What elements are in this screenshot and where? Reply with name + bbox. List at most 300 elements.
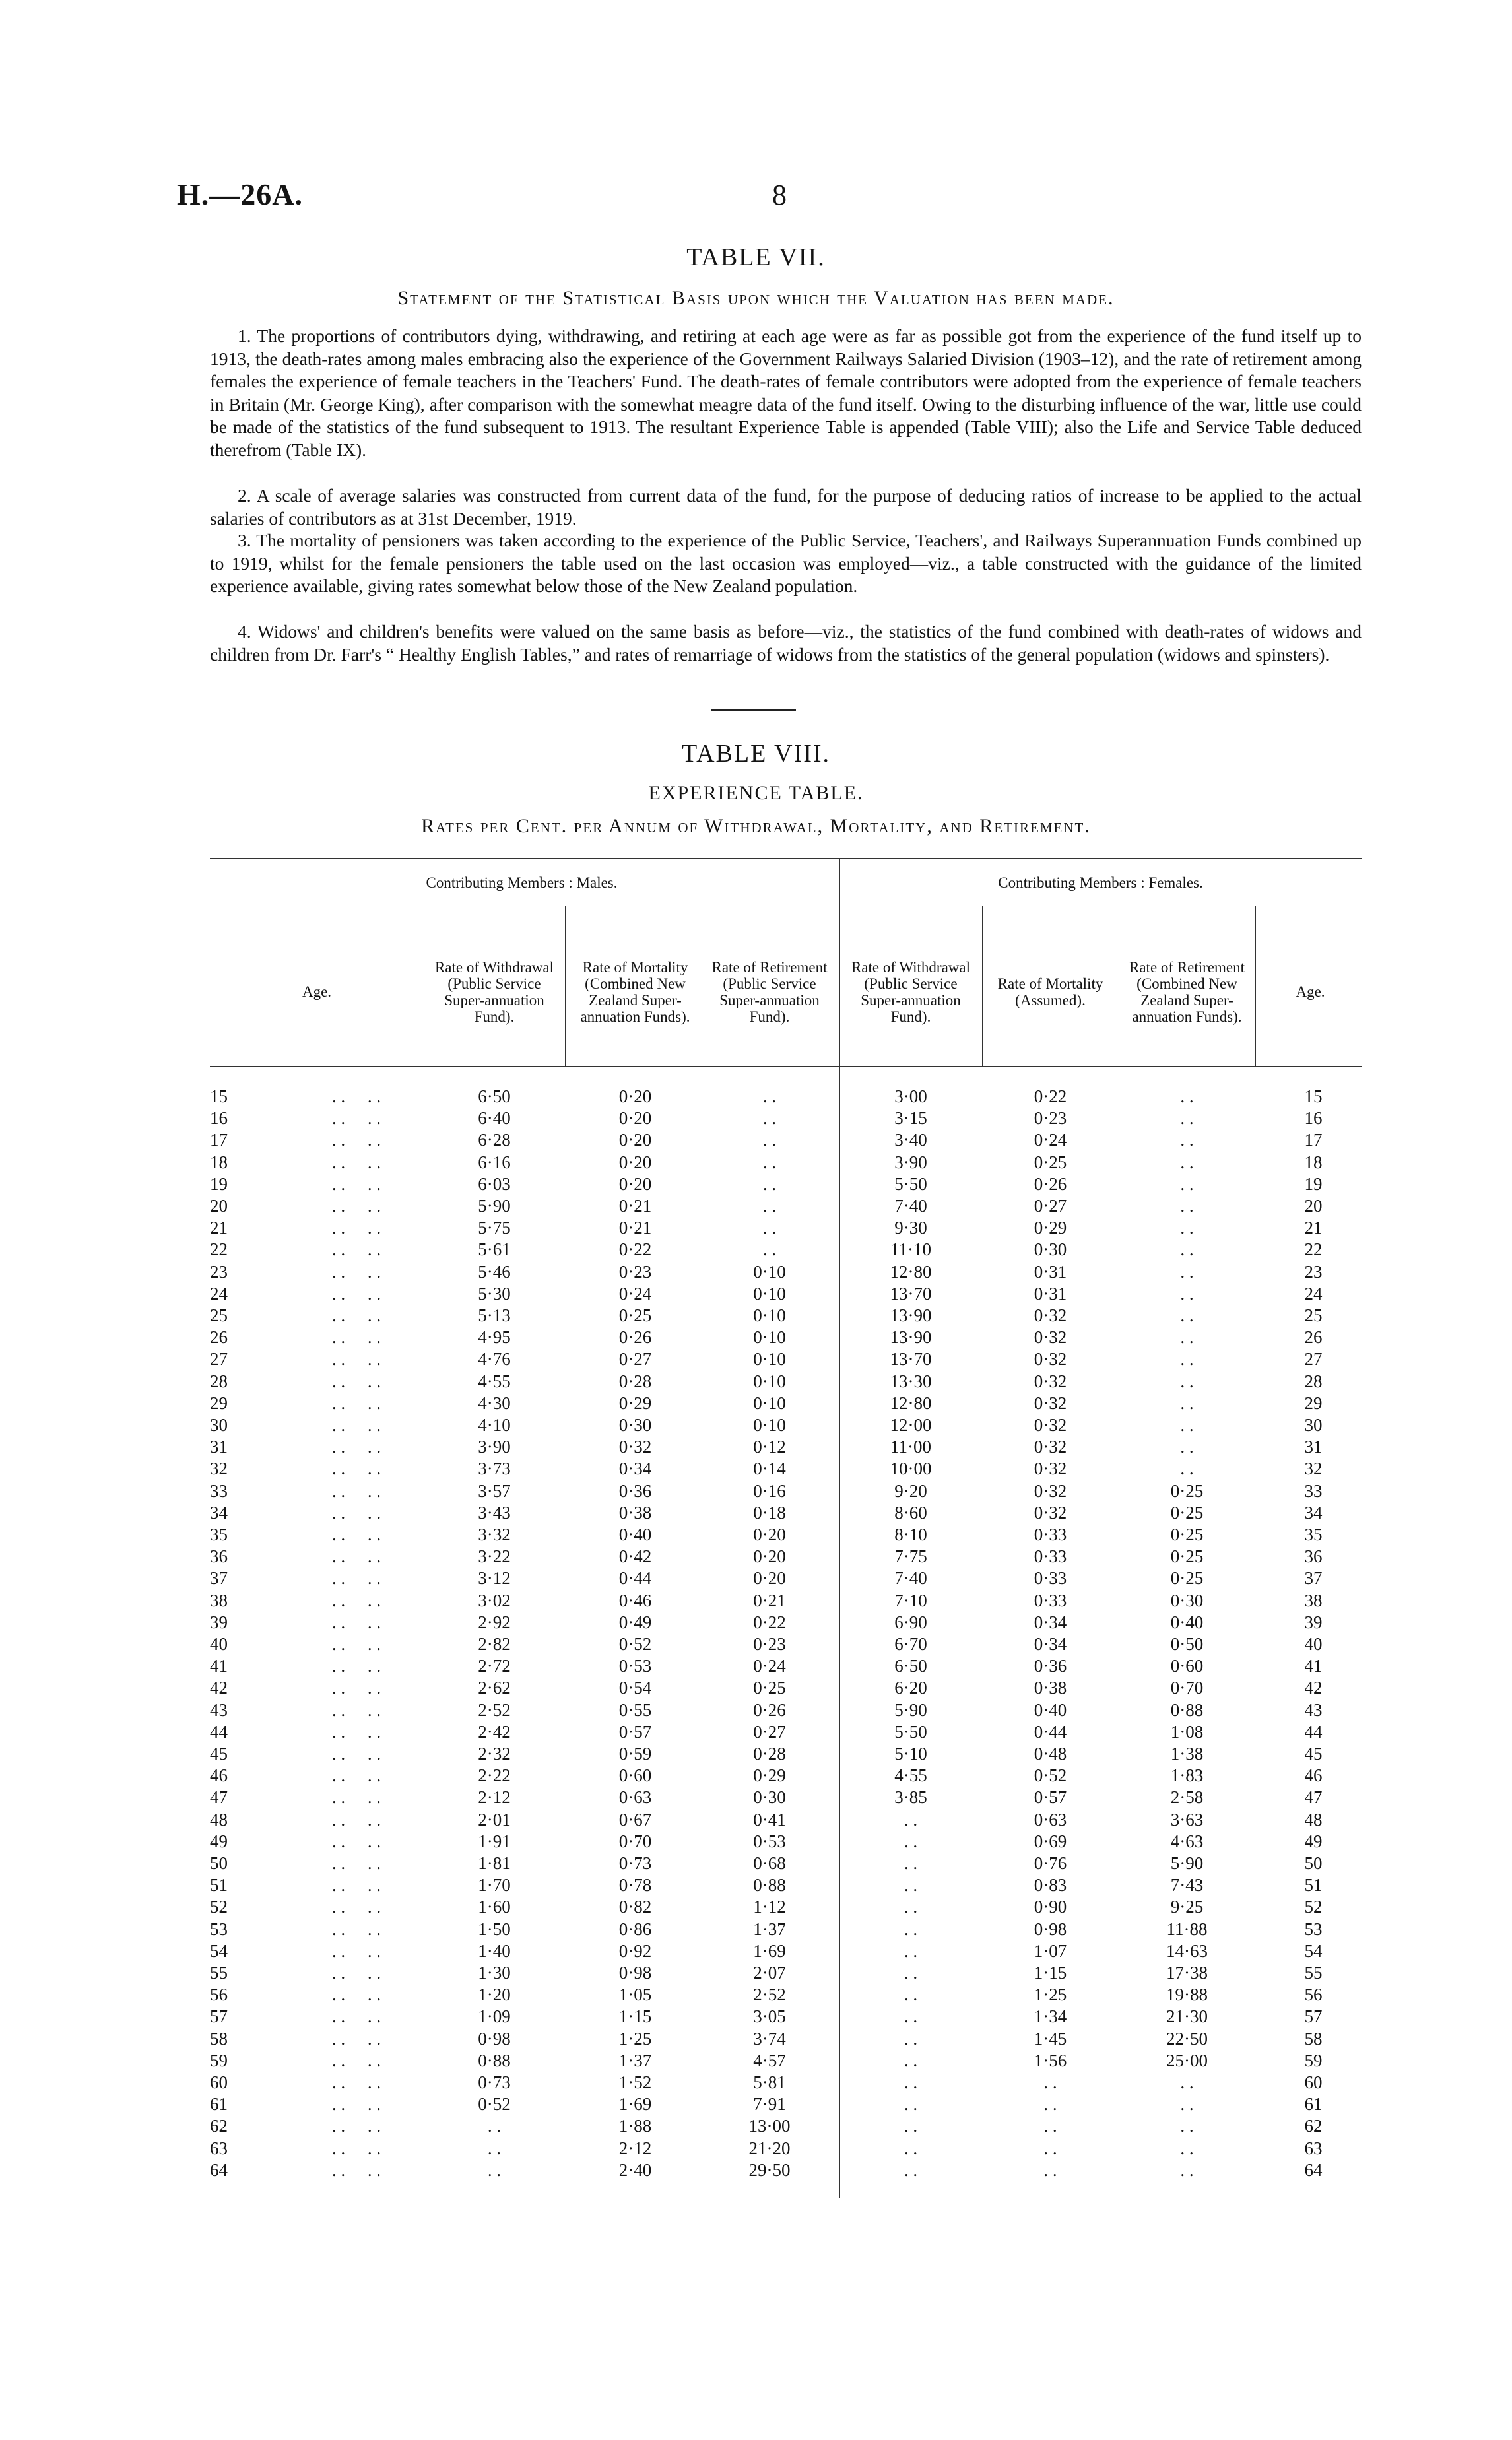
age-cell: 60 [210, 2072, 228, 2092]
table8-title: TABLE VIII. [681, 740, 831, 768]
female-withdrawal-cell: 3·15 [894, 1108, 927, 1129]
age-cell: 43 [210, 1699, 228, 1720]
male-mortality-cell: 0·21 [618, 1218, 652, 1238]
male-mortality-cell: 1·37 [618, 2050, 652, 2070]
dot-leader: . . . . [331, 1502, 381, 1523]
age-cell: 55 [210, 1963, 228, 1983]
male-retirement-cell: 0·10 [753, 1283, 786, 1303]
male-mortality-cell: 0·78 [618, 1875, 652, 1896]
female-retirement-cell: 0·25 [1170, 1546, 1204, 1567]
female-withdrawal-cell: 13·70 [890, 1349, 932, 1369]
age-right-cell: 42 [1304, 1678, 1323, 1698]
age-cell: 51 [210, 1875, 228, 1896]
male-retirement-cell: 0·24 [753, 1656, 786, 1676]
dot-leader: . . . . [331, 1919, 381, 1939]
female-mortality-cell: 0·30 [1034, 1239, 1067, 1260]
age-cell: 18 [210, 1152, 228, 1172]
table-row [0, 1415, 1512, 1437]
age-cell: 61 [210, 2094, 228, 2115]
age-right-cell: 32 [1304, 1459, 1323, 1479]
female-retirement-cell: . . [1180, 1173, 1194, 1194]
female-mortality-cell: 0·32 [1034, 1459, 1067, 1479]
age-cell: 23 [210, 1261, 228, 1282]
female-withdrawal-cell: 13·70 [890, 1283, 932, 1303]
table-row [0, 1196, 1512, 1218]
age-cell: 35 [210, 1525, 228, 1544]
table-row [0, 1744, 1512, 1765]
column-divider [1255, 906, 1256, 1066]
male-retirement-cell: 0·14 [753, 1459, 786, 1479]
female-retirement-cell: 0·40 [1170, 1612, 1204, 1632]
age-right-cell: 37 [1304, 1568, 1323, 1589]
female-mortality-cell: 1·45 [1034, 2028, 1067, 2049]
age-cell: 19 [210, 1173, 228, 1194]
table-row [0, 1525, 1512, 1546]
table-row [0, 1919, 1512, 1941]
dot-leader: . . . . [331, 1480, 381, 1501]
male-mortality-cell: 0·20 [618, 1130, 652, 1150]
male-retirement-cell: . . [762, 1086, 777, 1106]
age-right-cell: 38 [1304, 1590, 1323, 1610]
female-retirement-cell: 5·90 [1170, 1853, 1204, 1873]
female-withdrawal-cell: . . [904, 1875, 918, 1896]
dot-leader: . . . . [331, 1546, 381, 1567]
male-withdrawal-cell: 3·57 [478, 1480, 511, 1501]
male-mortality-cell: 0·44 [618, 1568, 652, 1589]
male-retirement-cell: . . [762, 1108, 777, 1129]
table-row [0, 1612, 1512, 1634]
male-withdrawal-cell: 4·55 [478, 1371, 511, 1391]
female-retirement-cell: 0·30 [1170, 1590, 1204, 1610]
female-withdrawal-cell: 12·80 [890, 1261, 932, 1282]
male-withdrawal-cell: 0·52 [478, 2094, 511, 2115]
male-mortality-cell: 0·40 [618, 1525, 652, 1544]
male-mortality-cell: 0·24 [618, 1283, 652, 1303]
age-right-cell: 50 [1304, 1853, 1323, 1873]
female-withdrawal-cell: 9·20 [894, 1480, 927, 1501]
age-cell: 53 [210, 1919, 228, 1939]
age-cell: 38 [210, 1590, 228, 1610]
female-mortality-cell: 1·07 [1034, 1940, 1067, 1961]
male-withdrawal-cell: 6·50 [478, 1086, 511, 1106]
female-mortality-cell: 0·32 [1034, 1305, 1067, 1325]
female-withdrawal-cell: 11·00 [890, 1437, 931, 1457]
table-row [0, 1678, 1512, 1699]
table-row [0, 1152, 1512, 1174]
age-cell: 20 [210, 1196, 228, 1216]
male-retirement-cell: 13·00 [748, 2116, 791, 2136]
female-mortality-cell: 0·90 [1034, 1897, 1067, 1917]
document-reference: H.—26A. [177, 178, 303, 211]
female-mortality-cell: 0·32 [1034, 1371, 1067, 1391]
male-withdrawal-cell: 4·76 [478, 1349, 511, 1369]
female-mortality-cell: 0·33 [1034, 1568, 1067, 1589]
male-withdrawal-cell: 2·82 [478, 1634, 511, 1654]
male-retirement-cell: 1·69 [753, 1940, 786, 1961]
dot-leader: . . . . [331, 2006, 381, 2027]
dot-leader: . . . . [331, 1853, 381, 1873]
dot-leader: . . . . [331, 2028, 381, 2049]
age-cell: 36 [210, 1546, 228, 1567]
table-row [0, 1568, 1512, 1590]
female-mortality-cell: 0·32 [1034, 1327, 1067, 1348]
female-mortality-cell: 0·98 [1034, 1919, 1067, 1939]
table-row [0, 1437, 1512, 1459]
female-mortality-cell: 1·15 [1034, 1963, 1067, 1983]
age-cell: 44 [210, 1721, 228, 1742]
female-retirement-cell: . . [1180, 1371, 1194, 1391]
age-cell: 63 [210, 2138, 228, 2158]
table-row [0, 1086, 1512, 1108]
male-retirement-cell: . . [762, 1196, 777, 1216]
column-header-rule [210, 1066, 1362, 1067]
age-cell: 64 [210, 2160, 228, 2180]
age-right-cell: 21 [1304, 1218, 1323, 1238]
female-mortality-cell: 1·25 [1034, 1985, 1067, 2005]
dot-leader: . . . . [331, 1940, 381, 1961]
female-mortality-cell: 0·31 [1034, 1283, 1067, 1303]
male-withdrawal-cell: 3·43 [478, 1502, 511, 1523]
table-row [0, 1810, 1512, 1831]
female-retirement-cell: . . [1180, 1283, 1194, 1303]
female-withdrawal-cell: 6·70 [894, 1634, 927, 1654]
male-mortality-cell: 0·53 [618, 1656, 652, 1676]
female-retirement-cell: . . [1180, 1327, 1194, 1348]
male-retirement-cell: 0·18 [753, 1502, 786, 1523]
dot-leader: . . . . [331, 2116, 381, 2136]
age-cell: 54 [210, 1940, 228, 1961]
female-retirement-cell: . . [1180, 1108, 1194, 1129]
male-mortality-cell: 0·28 [618, 1371, 652, 1391]
male-mortality-cell: 0·23 [618, 1261, 652, 1282]
male-withdrawal-cell: 1·09 [478, 2006, 511, 2027]
male-mortality-cell: 0·20 [618, 1086, 652, 1106]
age-right-cell: 53 [1304, 1919, 1323, 1939]
age-right-cell: 61 [1304, 2094, 1323, 2115]
dot-leader: . . . . [331, 1305, 381, 1325]
age-cell: 48 [210, 1809, 228, 1830]
female-mortality-cell: 0·33 [1034, 1525, 1067, 1544]
female-mortality-cell: 0·33 [1034, 1590, 1067, 1610]
male-withdrawal-cell: 3·32 [478, 1525, 511, 1544]
female-retirement-cell: 21·30 [1166, 2006, 1208, 2027]
female-mortality-cell: 0·44 [1034, 1721, 1067, 1742]
table-row [0, 1393, 1512, 1415]
table-row [0, 1371, 1512, 1393]
female-mortality-cell: 0·52 [1034, 1765, 1067, 1786]
table-row [0, 1941, 1512, 1963]
age-cell: 32 [210, 1459, 228, 1479]
age-right-cell: 35 [1304, 1525, 1323, 1544]
age-cell: 24 [210, 1283, 228, 1303]
age-right-cell: 57 [1304, 2006, 1323, 2027]
female-mortality-cell: 0·63 [1034, 1809, 1067, 1830]
male-withdrawal-cell: 0·88 [478, 2050, 511, 2070]
age-cell: 31 [210, 1437, 228, 1457]
dot-leader: . . . . [331, 1656, 381, 1676]
table-row [0, 1218, 1512, 1239]
dot-leader: . . . . [331, 2072, 381, 2092]
age-cell: 50 [210, 1853, 228, 1873]
male-withdrawal-cell: 2·52 [478, 1699, 511, 1720]
female-withdrawal-cell: 13·90 [890, 1305, 932, 1325]
dot-leader: . . . . [331, 1612, 381, 1632]
female-mortality-cell: 0·34 [1034, 1612, 1067, 1632]
male-withdrawal-cell: 5·61 [478, 1239, 511, 1260]
table7-subtitle: Statement of the Statistical Basis upon which the Valuation has been made. [397, 287, 1115, 309]
age-right-cell: 47 [1304, 1787, 1323, 1808]
table-row [0, 2029, 1512, 2051]
male-mortality-cell: 0·49 [618, 1612, 652, 1632]
column-header-age: Age. [302, 983, 332, 1000]
male-retirement-cell: 4·57 [753, 2050, 786, 2070]
male-mortality-cell: 0·27 [618, 1349, 652, 1369]
table-row [0, 1831, 1512, 1853]
female-retirement-cell: . . [1180, 1305, 1194, 1325]
table-row [0, 1130, 1512, 1152]
group-header-males: Contributing Members : Males. [426, 874, 618, 891]
section-divider [711, 709, 796, 711]
male-mortality-cell: 1·15 [618, 2006, 652, 2027]
age-cell: 47 [210, 1787, 228, 1808]
age-right-cell: 28 [1304, 1371, 1323, 1391]
male-withdrawal-cell: . . [487, 2138, 502, 2158]
male-withdrawal-cell: 5·46 [478, 1261, 511, 1282]
age-cell: 17 [210, 1130, 228, 1150]
dot-leader: . . . . [331, 1590, 381, 1610]
female-retirement-cell: 22·50 [1166, 2028, 1208, 2049]
male-retirement-cell: 0·29 [753, 1765, 786, 1786]
male-withdrawal-cell: 1·30 [478, 1963, 511, 1983]
dot-leader: . . . . [331, 1875, 381, 1896]
table-row [0, 2138, 1512, 2160]
male-retirement-cell: 0·22 [753, 1612, 786, 1632]
male-retirement-cell: 0·25 [753, 1678, 786, 1698]
male-withdrawal-cell: 3·02 [478, 1590, 511, 1610]
female-withdrawal-cell: 13·30 [890, 1371, 932, 1391]
female-withdrawal-cell: 7·40 [894, 1196, 927, 1216]
female-withdrawal-cell: 10·00 [890, 1459, 932, 1479]
dot-leader: . . . . [331, 1393, 381, 1413]
age-right-cell: 41 [1304, 1656, 1323, 1676]
female-withdrawal-cell: . . [904, 1853, 918, 1873]
female-retirement-cell: 1·83 [1170, 1765, 1204, 1786]
female-mortality-cell: 0·69 [1034, 1831, 1067, 1851]
female-mortality-cell: 0·32 [1034, 1349, 1067, 1369]
male-withdrawal-cell: 5·75 [478, 1218, 511, 1238]
female-retirement-cell: . . [1180, 1393, 1194, 1413]
dot-leader: . . . . [331, 1831, 381, 1851]
age-right-cell: 29 [1304, 1393, 1323, 1413]
female-withdrawal-cell: 4·55 [894, 1765, 927, 1786]
female-withdrawal-cell: 6·90 [894, 1612, 927, 1632]
table-row [0, 2116, 1512, 2138]
male-mortality-cell: 0·38 [618, 1502, 652, 1523]
dot-leader: . . . . [331, 1173, 381, 1194]
dot-leader: . . . . [331, 1130, 381, 1150]
male-mortality-cell: 1·52 [618, 2072, 652, 2092]
table8-caption: Rates per Cent. per Annum of Withdrawal, Mortality, and Retirement. [421, 815, 1091, 837]
male-withdrawal-cell: 2·32 [478, 1744, 511, 1764]
table-row [0, 1239, 1512, 1261]
female-retirement-cell: 11·88 [1166, 1919, 1208, 1939]
male-retirement-cell: 2·07 [753, 1963, 786, 1983]
female-withdrawal-cell: . . [904, 1919, 918, 1939]
age-right-cell: 34 [1304, 1502, 1323, 1523]
age-right-cell: 58 [1304, 2028, 1323, 2049]
age-right-cell: 51 [1304, 1875, 1323, 1896]
paragraph-2: 2. A scale of average salaries was constructed from current data of the fund, for the purpose of deducing ratios of increase to be applied to the actual salaries of contributors as at 31st December, 1919. [210, 485, 1362, 529]
male-retirement-cell: 0·10 [753, 1393, 786, 1413]
table-row [0, 1284, 1512, 1305]
table-top-rule [210, 858, 1362, 859]
female-retirement-cell: . . [1180, 1086, 1194, 1106]
female-withdrawal-cell: 13·90 [890, 1327, 932, 1348]
column-divider [565, 906, 566, 1066]
male-retirement-cell: . . [762, 1239, 777, 1260]
age-right-cell: 62 [1304, 2116, 1323, 2136]
dot-leader: . . . . [331, 1699, 381, 1720]
table-row [0, 2051, 1512, 2072]
male-withdrawal-cell: 5·13 [478, 1305, 511, 1325]
female-withdrawal-cell: 7·10 [894, 1590, 927, 1610]
paragraph-3: 3. The mortality of pensioners was taken according to the experience of the Public Service, Teachers', and Railways Superannuation Funds combined up to 1919, whilst for the female pensioners the table used on the last occasion was employed—viz., a table constructed with the guidance of the limited experience available, giving rates somewhat below those of the New Zealand population. [210, 530, 1362, 596]
female-retirement-cell: . . [1180, 2116, 1194, 2136]
male-withdrawal-cell: . . [487, 2116, 502, 2136]
male-withdrawal-cell: 2·92 [478, 1612, 511, 1632]
female-mortality-cell: 0·48 [1034, 1744, 1067, 1764]
age-right-cell: 23 [1304, 1261, 1323, 1282]
female-retirement-cell: 0·25 [1170, 1480, 1204, 1501]
column-header-age-right: Age. [1296, 983, 1325, 1000]
age-cell: 45 [210, 1744, 228, 1764]
male-withdrawal-cell: 6·03 [478, 1173, 511, 1194]
female-mortality-cell: 0·26 [1034, 1173, 1067, 1194]
male-retirement-cell: 0·16 [753, 1480, 786, 1501]
female-withdrawal-cell: . . [904, 2050, 918, 2070]
male-withdrawal-cell: . . [487, 2160, 502, 2180]
dot-leader: . . . . [331, 1525, 381, 1544]
age-cell: 28 [210, 1371, 228, 1391]
age-right-cell: 64 [1304, 2160, 1323, 2180]
male-mortality-cell: 0·22 [618, 1239, 652, 1260]
male-retirement-cell: 0·30 [753, 1787, 786, 1808]
male-retirement-cell: 0·20 [753, 1525, 786, 1544]
table-row [0, 1875, 1512, 1897]
male-retirement-cell: 0·10 [753, 1371, 786, 1391]
female-retirement-cell: 0·25 [1170, 1502, 1204, 1523]
age-cell: 27 [210, 1349, 228, 1369]
female-retirement-cell: 3·63 [1170, 1809, 1204, 1830]
female-retirement-cell: . . [1180, 1218, 1194, 1238]
male-retirement-cell: 0·10 [753, 1349, 786, 1369]
table-row [0, 2094, 1512, 2116]
table-row [0, 1787, 1512, 1809]
male-retirement-cell: 21·20 [748, 2138, 791, 2158]
male-withdrawal-cell: 2·72 [478, 1656, 511, 1676]
table-row [0, 1963, 1512, 1985]
paragraph-4: 4. Widows' and children's benefits were valued on the same basis as before—viz., the statistics of the fund combined with death-rates of widows and children from Dr. Farr's “ Healthy English Tables,” and rates of remarriage of widows from the statistics of the general population (widows and spinsters). [210, 621, 1362, 665]
female-retirement-cell: . . [1180, 2094, 1194, 2115]
column-header-female-retirement: Rate of Retirement (Combined New Zealand Super-annuation Funds). [1129, 958, 1245, 1025]
table-row [0, 1722, 1512, 1744]
female-retirement-cell: . . [1180, 1459, 1194, 1479]
age-right-cell: 54 [1304, 1940, 1323, 1961]
age-right-cell: 39 [1304, 1612, 1323, 1632]
table-row [0, 1656, 1512, 1678]
male-withdrawal-cell: 1·50 [478, 1919, 511, 1939]
female-withdrawal-cell: . . [904, 2028, 918, 2049]
male-mortality-cell: 0·55 [618, 1699, 652, 1720]
female-retirement-cell: 0·50 [1170, 1634, 1204, 1654]
male-withdrawal-cell: 6·16 [478, 1152, 511, 1172]
dot-leader: . . . . [331, 1634, 381, 1654]
female-withdrawal-cell: . . [904, 1985, 918, 2005]
male-retirement-cell: 0·28 [753, 1744, 786, 1764]
male-retirement-cell: . . [762, 1130, 777, 1150]
male-mortality-cell: 0·42 [618, 1546, 652, 1567]
age-cell: 30 [210, 1415, 228, 1435]
dot-leader: . . . . [331, 1437, 381, 1457]
male-retirement-cell: 0·41 [753, 1809, 786, 1830]
dot-leader: . . . . [331, 1327, 381, 1348]
female-retirement-cell: . . [1180, 1196, 1194, 1216]
female-retirement-cell: 2·58 [1170, 1787, 1204, 1808]
age-right-cell: 26 [1304, 1327, 1323, 1348]
female-withdrawal-cell: . . [904, 2160, 918, 2180]
female-withdrawal-cell: . . [904, 1940, 918, 1961]
female-mortality-cell: 0·36 [1034, 1656, 1067, 1676]
male-retirement-cell: . . [762, 1218, 777, 1238]
male-mortality-cell: 0·82 [618, 1897, 652, 1917]
female-withdrawal-cell: 8·60 [894, 1502, 927, 1523]
male-retirement-cell: 0·20 [753, 1568, 786, 1589]
female-retirement-cell: . . [1180, 2072, 1194, 2092]
dot-leader: . . . . [331, 1721, 381, 1742]
female-retirement-cell: . . [1180, 1152, 1194, 1172]
age-cell: 21 [210, 1218, 228, 1238]
male-retirement-cell: 0·88 [753, 1875, 786, 1896]
age-right-cell: 49 [1304, 1831, 1323, 1851]
table-row [0, 1262, 1512, 1284]
age-right-cell: 60 [1304, 2072, 1323, 2092]
female-retirement-cell: 1·38 [1170, 1744, 1204, 1764]
age-cell: 39 [210, 1612, 228, 1632]
age-right-cell: 20 [1304, 1196, 1323, 1216]
male-retirement-cell: 0·53 [753, 1831, 786, 1851]
female-mortality-cell: 0·83 [1034, 1875, 1067, 1896]
male-retirement-cell: 0·10 [753, 1261, 786, 1282]
male-mortality-cell: 0·59 [618, 1744, 652, 1764]
male-mortality-cell: 0·52 [618, 1634, 652, 1654]
column-header-female-mortality: Rate of Mortality (Assumed). [997, 975, 1103, 1008]
female-retirement-cell: 0·25 [1170, 1525, 1204, 1544]
female-mortality-cell: . . [1043, 2160, 1057, 2180]
female-retirement-cell: . . [1180, 1130, 1194, 1150]
column-header-female-withdrawal: Rate of Withdrawal (Public Service Super-annuation Fund). [851, 958, 971, 1025]
age-cell: 16 [210, 1108, 228, 1129]
group-header-females: Contributing Members : Females. [998, 874, 1203, 891]
female-withdrawal-cell: 7·40 [894, 1568, 927, 1589]
age-cell: 25 [210, 1305, 228, 1325]
female-withdrawal-cell: 12·80 [890, 1393, 932, 1413]
male-retirement-cell: 0·20 [753, 1546, 786, 1567]
male-retirement-cell: 29·50 [748, 2160, 791, 2180]
table-row [0, 1853, 1512, 1875]
age-cell: 29 [210, 1393, 228, 1413]
female-mortality-cell: 0·38 [1034, 1678, 1067, 1698]
female-retirement-cell: . . [1180, 1349, 1194, 1369]
